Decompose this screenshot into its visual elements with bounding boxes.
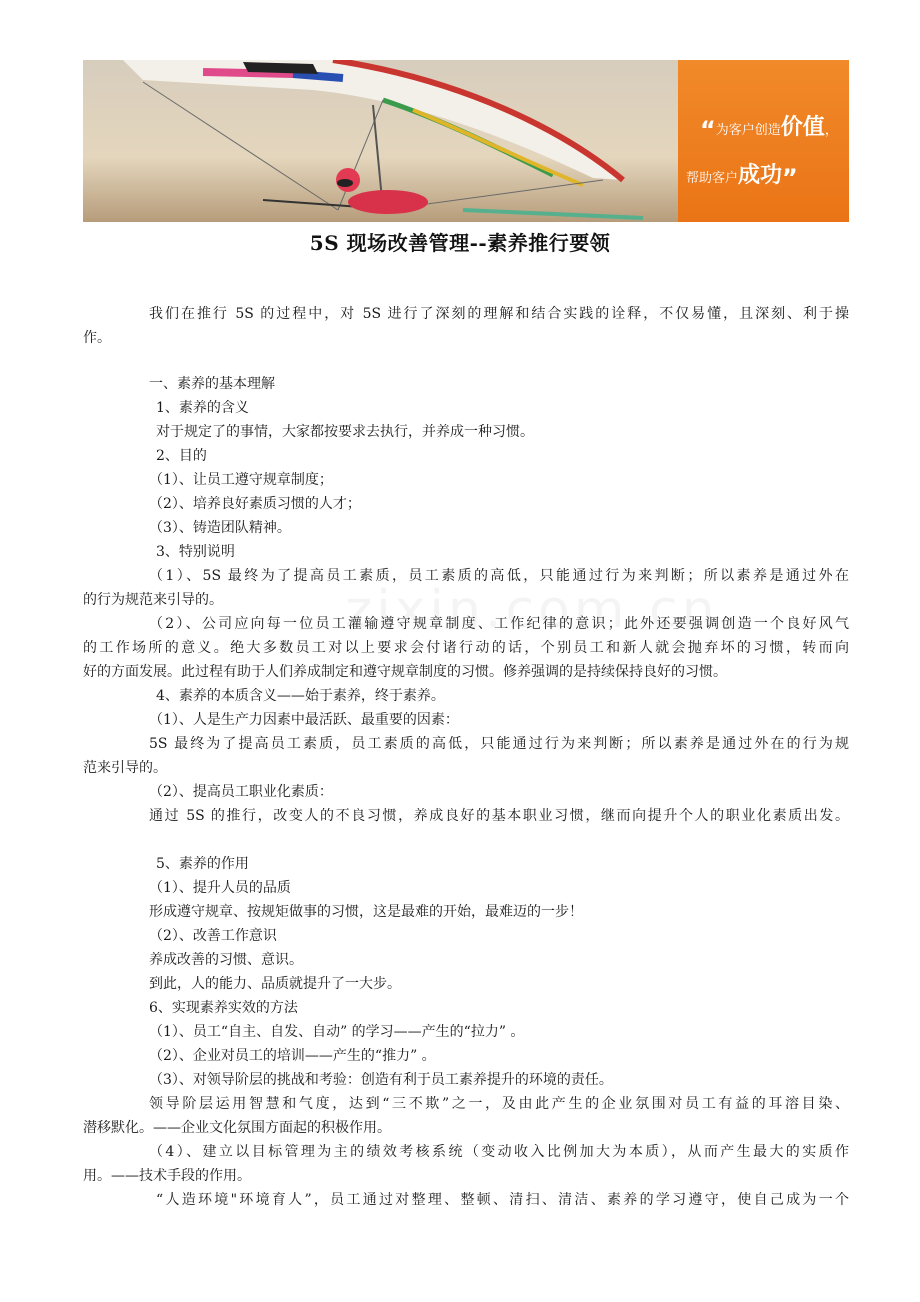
list-item: （2）、提高员工职业化素质： bbox=[149, 784, 333, 800]
slogan-line-1-punct: ， bbox=[824, 123, 838, 138]
list-item: （1）、人是生产力因素中最活跃、最重要的因素： bbox=[149, 712, 459, 728]
slogan-line-1-text: 为客户创造 bbox=[715, 123, 781, 138]
paragraph-line: 用。——技术手段的作用。 bbox=[83, 1168, 251, 1184]
section-heading: 一、素养的基本理解 bbox=[149, 376, 275, 392]
slogan-panel bbox=[678, 60, 849, 222]
slogan-line-2 bbox=[686, 158, 798, 192]
paragraph-line: 领导阶层运用智慧和气度，达到“三不欺”之一，及由此产生的企业氛围对员工有益的耳溶目染、 bbox=[149, 1096, 849, 1112]
list-item: （4）、建立以目标管理为主的绩效考核系统（变动收入比例加大为本质），从而产生最大的实质作 bbox=[149, 1144, 849, 1160]
list-item: （1）、5S 最终为了提高员工素质，员工素质的高低，只能通过行为来判断；所以素养是通过外在 bbox=[149, 568, 849, 584]
list-item: （2）、培养良好素质习惯的人才； bbox=[149, 496, 361, 512]
close-quote: ” bbox=[782, 164, 798, 192]
list-item: （2）、公司应向每一位员工灌输遵守规章制度、工作纪律的意识；此外还要强调创造一个良好风气 bbox=[149, 616, 849, 632]
list-item: （1）、提升人员的品质 bbox=[149, 880, 291, 896]
hang-glider-illustration bbox=[83, 60, 678, 222]
document-title: 5S 现场改善管理--素养推行要领 bbox=[309, 231, 611, 255]
list-item: （2）、改善工作意识 bbox=[149, 928, 277, 944]
paragraph-line: 的行为规范来引导的。 bbox=[83, 592, 223, 608]
header-banner bbox=[83, 60, 849, 222]
paragraph-line: 的工作场所的意义。绝大多数员工对以上要求会付诸行动的话，个别员工和新人就会抛弃坏的习惯，转而向 bbox=[83, 640, 849, 656]
paragraph-line: 范来引导的。 bbox=[83, 760, 167, 776]
paragraph-line: 到此，人的能力、品质就提升了一大步。 bbox=[149, 976, 401, 992]
paragraph-line: 形成遵守规章、按规矩做事的习惯，这是最难的开始，最难迈的一步！ bbox=[149, 904, 583, 920]
subsection-heading: 5、素养的作用 bbox=[156, 856, 249, 872]
slogan-line-2-emphasis: 成功 bbox=[738, 163, 783, 188]
slogan-line-1-emphasis: 价值 bbox=[780, 115, 825, 140]
subsection-heading: 4、素养的本质含义——始于素养，终于素养。 bbox=[156, 688, 445, 704]
list-item: （3）、对领导阶层的挑战和考验：创造有利于员工素养提升的环境的责任。 bbox=[149, 1072, 613, 1088]
paragraph-line: 我们在推行 5S 的过程中，对 5S 进行了深刻的理解和结合实践的诠释，不仅易懂，且深刻、利于操 bbox=[149, 306, 849, 322]
list-item: （3）、铸造团队精神。 bbox=[149, 520, 291, 536]
slogan-line-2-text: 帮助客户 bbox=[686, 171, 739, 186]
open-quote: “ bbox=[700, 116, 716, 144]
paragraph-line: 好的方面发展。此过程有助于人们养成制定和遵守规章制度的习惯。修养强调的是持续保持良好的习惯。 bbox=[83, 664, 727, 680]
paragraph-line: 潜移默化。——企业文化氛围方面起的积极作用。 bbox=[83, 1120, 391, 1136]
paragraph-line: “人造环境"环境育人”，员工通过对整理、整顿、清扫、清洁、素养的学习遵守，使自己成为一个 bbox=[156, 1192, 849, 1208]
paragraph-line: 通过 5S 的推行，改变人的不良习惯，养成良好的基本职业习惯，继而向提升个人的职业化素质出发。 bbox=[149, 808, 849, 824]
paragraph-line: 作。 bbox=[83, 330, 111, 346]
list-item: （1）、员工“自主、自发、自动” 的学习——产生的“拉力” 。 bbox=[149, 1024, 525, 1040]
subsection-heading: 6、实现素养实效的方法 bbox=[149, 1000, 298, 1016]
hang-glider-photo bbox=[83, 60, 678, 222]
list-item: （1）、让员工遵守规章制度； bbox=[149, 472, 333, 488]
subsection-heading: 1、素养的含义 bbox=[156, 400, 249, 416]
slogan-line-1 bbox=[700, 110, 838, 144]
subsection-heading: 2、目的 bbox=[156, 448, 207, 464]
paragraph-line: 养成改善的习惯、意识。 bbox=[149, 952, 303, 968]
paragraph-line: 对于规定了的事情，大家都按要求去执行，并养成一种习惯。 bbox=[156, 424, 534, 440]
paragraph-line: 5S 最终为了提高员工素质，员工素质的高低，只能通过行为来判断；所以素养是通过外在的行为规 bbox=[149, 736, 849, 752]
list-item: （2）、企业对员工的培训——产生的“推力” 。 bbox=[149, 1048, 436, 1064]
subsection-heading: 3、特别说明 bbox=[156, 544, 235, 560]
